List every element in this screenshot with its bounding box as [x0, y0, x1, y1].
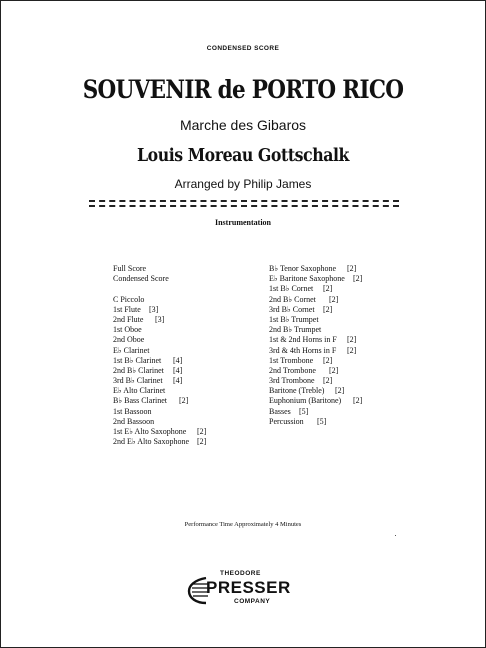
instrument-name: C Piccolo [113, 294, 145, 304]
instrument-name: B♭ Tenor Saxophone [269, 264, 337, 273]
instrument-name: 1st B♭ Cornet [269, 284, 314, 294]
instrument-count: [2] [353, 274, 363, 284]
instrument-count: [2] [323, 355, 333, 365]
condensed-score-label: CONDENSED SCORE [206, 45, 280, 52]
instrument-count: [2] [179, 396, 189, 406]
instrument-count: [2] [323, 284, 333, 294]
instrument-row [113, 407, 189, 417]
instrument-count: [4] [173, 365, 183, 375]
instrument-name: 1st Trombone [269, 355, 314, 365]
instrument-row [113, 305, 189, 315]
instrument-name: Percussion [269, 416, 304, 426]
instrument-name: Baritone (Treble) [269, 386, 325, 396]
instrument-row [113, 417, 189, 427]
instrument-name: 2nd E♭ Alto Saxophone [113, 437, 189, 447]
instrument-row [113, 376, 189, 386]
arranger-credit: Arranged by Philip James [174, 177, 312, 191]
instrument-count: [3] [149, 304, 159, 314]
instrument-row [269, 274, 363, 284]
instrument-row [113, 284, 189, 294]
instrument-row [269, 335, 357, 345]
instrument-row [113, 295, 189, 305]
instrument-count: [2] [335, 386, 345, 396]
instrument-name: 2nd B♭ Cornet [269, 294, 316, 304]
instrument-count: [4] [173, 376, 183, 386]
instrument-row [269, 366, 345, 376]
instrument-name: 1st B♭ Trumpet [269, 314, 319, 324]
instrument-row [113, 427, 207, 437]
instrument-name: 3rd Trombone [269, 376, 315, 386]
publisher-name: PRESSER [206, 578, 291, 597]
instrument-count: [5] [317, 416, 327, 426]
instrument-count: [2] [329, 365, 339, 375]
performance-time: Performance Time Approximately 4 Minutes [184, 521, 302, 528]
publisher-bottom: COMPANY [234, 598, 271, 605]
instrument-row [113, 346, 189, 356]
instrument-row [269, 345, 357, 356]
divider-line-bottom [89, 205, 399, 207]
instrument-name: E♭ Clarinet [113, 345, 150, 355]
instrument-count: [3] [155, 314, 165, 324]
instrument-name: 2nd B♭ Trumpet [269, 325, 322, 335]
instrument-row [113, 315, 189, 325]
instrument-name: 3rd B♭ Clarinet [113, 376, 163, 386]
instrument-row [269, 325, 345, 335]
instrument-count: [2] [353, 396, 363, 406]
instrument-row [113, 274, 189, 284]
instrument-count: [2] [197, 437, 207, 447]
instrument-list-left [113, 264, 207, 447]
score-title: SOUVENIR de PORTO RICO [82, 75, 404, 104]
instrument-name: 1st E♭ Alto Saxophone [113, 427, 187, 436]
instrument-name: 1st & 2nd Horns in F [269, 335, 337, 345]
instrument-row [113, 396, 189, 406]
instrument-name: 2nd Bassoon [113, 416, 155, 426]
instrument-count: [2] [329, 294, 339, 304]
divider-line-top [89, 200, 399, 202]
publisher-logo [186, 570, 306, 616]
instrument-row [113, 325, 189, 335]
instrument-name: Full Score [113, 264, 147, 273]
composer-name: Louis Moreau Gottschalk [137, 146, 349, 166]
instrument-row [113, 386, 189, 396]
scan-speck [395, 535, 396, 536]
instrument-name: 2nd Flute [113, 314, 144, 324]
publisher-top: THEODORE [220, 570, 261, 577]
instrument-name: Euphonium (Baritone) [269, 396, 342, 406]
instrument-name: B♭ Bass Clarinet [113, 396, 167, 406]
instrument-row [269, 295, 345, 305]
instrument-name: 1st Bassoon [113, 406, 152, 416]
instrument-name: 1st B♭ Clarinet [113, 355, 162, 365]
instrument-row [269, 356, 345, 366]
instrument-row [269, 305, 345, 315]
instrument-count: [4] [173, 355, 183, 365]
instrument-name: 3rd & 4th Horns in F [269, 345, 337, 355]
instrument-count: [2] [323, 304, 333, 314]
instrument-row [113, 366, 189, 376]
instrument-row [113, 264, 189, 274]
instrument-name: 2nd Trombone [269, 365, 316, 375]
instrument-name: E♭ Alto Clarinet [113, 386, 166, 396]
instrumentation-heading: Instrumentation [214, 218, 271, 227]
instrument-name: 3rd B♭ Cornet [269, 304, 315, 314]
instrument-name: 2nd Oboe [113, 335, 145, 345]
instrument-row [113, 437, 207, 447]
instrument-count: [2] [323, 376, 333, 386]
instrument-row [269, 284, 345, 294]
instrument-list-right [269, 264, 363, 427]
instrument-row [113, 335, 189, 345]
instrument-count: [2] [197, 427, 207, 436]
instrument-count: [2] [347, 264, 357, 273]
instrument-row [269, 315, 345, 325]
instrument-row [269, 386, 345, 396]
instrument-row [269, 407, 345, 417]
instrument-row [269, 417, 345, 427]
instrument-count: [2] [347, 335, 357, 345]
instrument-name: 2nd B♭ Clarinet [113, 365, 164, 375]
instrument-row [113, 356, 189, 366]
instrument-name: E♭ Baritone Saxophone [269, 274, 345, 284]
instrument-count: [2] [347, 345, 357, 355]
instrument-name: Condensed Score [113, 274, 169, 284]
instrument-row [269, 264, 357, 274]
instrument-row [269, 376, 345, 386]
score-subtitle: Marche des Gibaros [179, 117, 307, 133]
instrument-row [269, 396, 363, 406]
instrument-count: [5] [299, 406, 309, 416]
instrument-name: Basses [269, 406, 291, 416]
instrument-name: 1st Flute [113, 304, 141, 314]
instrument-name: 1st Oboe [113, 325, 142, 335]
